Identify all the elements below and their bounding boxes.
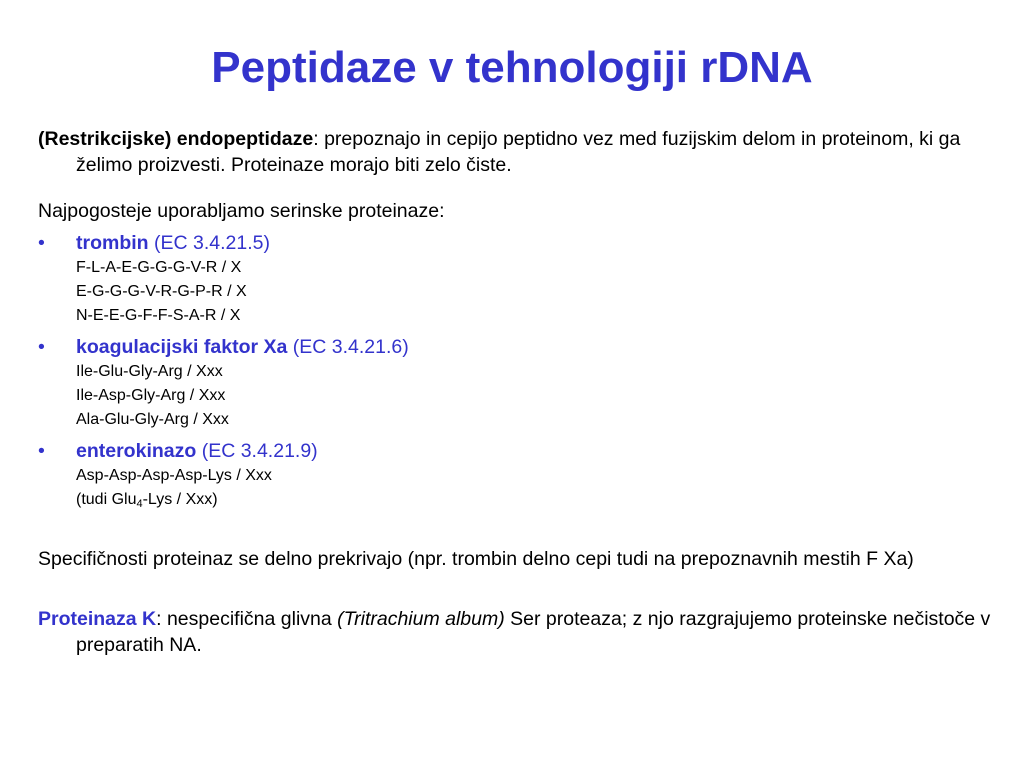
cleavage-site: E-G-G-G-V-R-G-P-R / X xyxy=(76,283,247,300)
cleavage-site: F-L-A-E-G-G-G-V-R / X xyxy=(76,259,242,276)
serine-proteinases-intro: Najpogosteje uporabljamo serinske proteinaze: xyxy=(38,200,445,222)
enzyme-ec: (EC 3.4.21.9) xyxy=(196,440,318,462)
bullet-icon: • xyxy=(38,440,45,462)
alt-suffix: -Lys / Xxx) xyxy=(142,491,218,508)
slide-title: Peptidaze v tehnologiji rDNA xyxy=(211,43,813,92)
species-name: (Tritrachium album) xyxy=(337,608,505,630)
cleavage-site: Ile-Glu-Gly-Arg / Xxx xyxy=(76,363,223,380)
alt-subscript: 4 xyxy=(136,498,143,510)
endopeptidase-paragraph xyxy=(38,126,998,178)
enzyme-heading xyxy=(76,230,998,256)
enzyme-heading xyxy=(76,334,998,360)
specificity-paragraph: Specifičnosti proteinaz se delno prekrivajo (npr. trombin delno cepi tudi na prepoznavnih mestih F Xa) xyxy=(38,548,914,570)
enzyme-heading xyxy=(76,438,998,464)
bullet-icon: • xyxy=(38,336,45,358)
enzyme-ec: (EC 3.4.21.6) xyxy=(287,336,409,358)
cleavage-site: Ala-Glu-Gly-Arg / Xxx xyxy=(76,411,229,428)
endopeptidase-colon: : xyxy=(313,128,319,150)
enzyme-name: koagulacijski faktor Xa xyxy=(76,336,288,358)
cleavage-site: Ile-Asp-Gly-Arg / Xxx xyxy=(76,387,226,404)
proteinase-k-colon: : xyxy=(156,608,162,630)
enzyme-name: trombin xyxy=(76,232,149,254)
cleavage-site: Asp-Asp-Asp-Asp-Lys / Xxx xyxy=(76,467,272,484)
bullet-icon: • xyxy=(38,232,45,254)
proteinase-k-paragraph xyxy=(38,606,998,658)
list-item-enterokinase xyxy=(38,438,998,512)
proteinase-k-term: Proteinaza K xyxy=(38,608,157,630)
slide-content xyxy=(38,126,998,658)
enzyme-list xyxy=(38,230,998,512)
cleavage-site: N-E-E-G-F-F-S-A-R / X xyxy=(76,307,241,324)
endopeptidase-text: prepoznajo in cepijo peptidno vez med fuzijskim delom in proteinom, ki ga želimo proizvesti. Proteinaze morajo biti zelo čiste. xyxy=(76,128,961,176)
enzyme-name: enterokinazo xyxy=(76,440,197,462)
proteinase-k-text2: Ser proteaza; z njo razgrajujemo proteinske nečistoče v preparatih NA. xyxy=(76,608,991,656)
proteinase-k-text1: nespecifična glivna xyxy=(161,608,338,630)
list-item-trombin xyxy=(38,230,998,328)
list-item-factor-xa xyxy=(38,334,998,432)
enzyme-ec: (EC 3.4.21.5) xyxy=(148,232,270,254)
cleavage-site-alt xyxy=(76,488,998,512)
endopeptidase-term: (Restrikcijske) endopeptidaze xyxy=(38,128,314,150)
alt-prefix: (tudi Glu xyxy=(76,491,137,508)
